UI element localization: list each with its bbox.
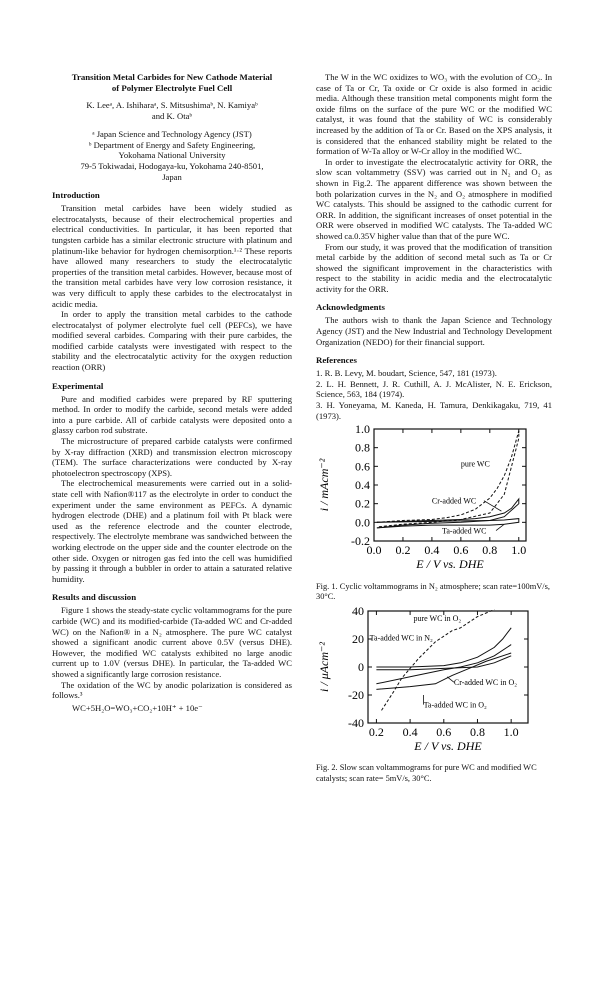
experimental-paragraph-1: Pure and modified carbides were prepared by RF sputtering method. In order to modify the carbide, second metals were added into a pure carbide. All of carbide catalysts were deposited onto a glassy carbon rod substrate. xyxy=(52,393,292,436)
title-line-1: Transition Metal Carbides for New Cathode Material xyxy=(71,72,273,82)
fig1-xtick-label: 0.8 xyxy=(482,543,498,558)
reference-1: 1. R. B. Levy, M. boudart, Science, 547, 181 (1973). xyxy=(316,368,497,379)
fig1-ytick-label: 1.0 xyxy=(355,425,370,437)
discussion-paragraph-3: From our study, it was proved that the modification of transition metal carbide by the addition of second metal such as Ta or Cr showed the significant improvement in the characteristics with respect to the stability in acidic media and the electrocatalytic activity for the ORR. xyxy=(316,241,552,294)
fig1-xtick-label: 0.2 xyxy=(395,543,411,558)
fig1-ytick-label: 0.6 xyxy=(355,459,370,474)
fig1-ytick-label: -0.2 xyxy=(351,534,370,549)
fig1-ytick-label: 0.8 xyxy=(355,440,370,455)
fig2-annotation-1: pure WC in O₂ xyxy=(413,613,462,623)
fig1-xtick-label: 0.0 xyxy=(366,543,382,558)
fig1-ytick-label: 0.2 xyxy=(355,496,370,511)
authors-line-1: K. Leeᵃ, A. Ishiharaᵃ, S. Mitsushimaᵇ, N. Kamiyaᵇ xyxy=(86,100,258,110)
intro-paragraph-1: Transition metal carbides have been widely studied as electrocatalysts, because of their electrochemical properties and electrical conductivities. In particular, it has been reported that tungsten carbide has a similar electronic structure with platinum and platinum-like behavior for hydrogen chemisorption.¹·² These reports have allowed many researchers to study the electrocatalytic properties of the transition metal carbides. However, because most of the transition metal carbides have very low corrosion resistance, it was very difficult to apply these carbides to the electrocatalyst in acidic media. xyxy=(52,203,292,309)
fig2-xtick-label: 1.0 xyxy=(503,724,519,739)
fig1-x-axis-label: E / V vs. DHE xyxy=(416,557,484,572)
fig2-series-5-line xyxy=(376,655,511,669)
affiliation-b-line-1: ᵇ Department of Energy and Safety Engineering, xyxy=(88,139,256,150)
fig2-x-axis-label: E / V vs. DHE xyxy=(414,738,482,753)
fig2-ytick-label: -40 xyxy=(348,715,364,730)
reference-2: 2. L. H. Bennett, J. R. Cuthill, A. J. McAlister, N. E. Erickson, Science, 563, 184 (1974). xyxy=(316,378,552,400)
experimental-heading: Experimental xyxy=(52,380,104,391)
acknowledgments-heading: Acknowledgments xyxy=(316,302,385,313)
fig1-ytick-label: 0.4 xyxy=(355,478,370,493)
fig2-xtick-label: 0.6 xyxy=(436,724,452,739)
discussion-paragraph-1: The W in the WC oxidizes to WO₃ with the evolution of CO₂. In case of Ta or Cr, Ta oxide or Cr oxide is also formed in acidic media. Although these transition metal components might form the oxide films on the surface of the pure WC or the modified WC catalyst, it was found that the stability of WC is considerably increased by the addition of Ta or Cr. Based on the XPS analysis, it is considered that the enhanced stability might be related to the formation of W-Ta alloy or W-Cr alloy in the modified WC. xyxy=(316,72,552,157)
fig2-annotation-4: Ta-added WC in O₂ xyxy=(423,700,487,710)
fig2-series-1-line xyxy=(382,609,495,710)
discussion-paragraph-2: In order to investigate the electrocatalytic activity for ORR, the slow scan voltammetry (SSV) was carried out in N₂ and O₂ as shown in Fig.2. The apparent difference was shown between the both polarization curves in the N₂ and O₂ atmosphere in modified WC catalysts. This should be assigned to the cathodic current for ORR. In addition, the significant increases of onset potential in the ORR were observed in modified WC catalysts. The Ta-added WC showed ca.0.35V higher value than that of the pure WC. xyxy=(316,156,552,241)
fig2-annotation-3: Cr-added WC in O₂ xyxy=(453,677,518,687)
title-line-2: of Polymer Electrolyte Fuel Cell xyxy=(111,83,233,93)
fig2-y-axis-label: i / μAcm⁻² xyxy=(317,641,331,692)
affiliation-b-line-2: Yokohama National University xyxy=(118,150,226,161)
fig2-annotation-2: Ta-added WC in N₂ xyxy=(369,633,433,643)
fig1-xtick-label: 1.0 xyxy=(511,543,527,558)
fig2-ytick-label: 20 xyxy=(352,631,364,646)
intro-heading: Introduction xyxy=(52,190,100,201)
affiliation-b-line-4: Japan xyxy=(162,171,182,182)
intro-paragraph-2: In order to apply the transition metal carbides to the cathode electrocatalyst of polymer electrolyte fuel cell (PEFCs), we have modified several carbides. Comparing with their pure carbides, the modified carbide catalysts were investigated with respect to the stability and the electrocatalytic activity for the oxygen reduction reaction (ORR) xyxy=(52,309,292,373)
fig2-ytick-label: 0 xyxy=(358,659,364,674)
fig1-ytick-label: 0.0 xyxy=(355,515,370,530)
figure-1 xyxy=(316,425,552,602)
experimental-paragraph-3: The electrochemical measurements were carried out in a solid-state cell with Nafion®117 as the electrolyte in order to conduct the experiment under the same environment as PEFCs. A dynamic hydrogen electrode (DHE) and a platinum foil with Pt black were used as the reference electrode and the counter electrode, respectively. The electrolyte membrane was sandwiched between the working electrode on the upper side and the counter electrode on the other side. Oxygen or nitrogen gas fed into the cell was humidified by passing it through a bubbler in order to attain a saturated relative humidity. xyxy=(52,478,292,584)
acknowledgments-paragraph: The authors wish to thank the Japan Science and Technology Agency (JST) and the New Industrial and Technology Development Organization (NEDO) for their financial support. xyxy=(316,315,552,347)
fig2-ytick-label: -20 xyxy=(348,687,364,702)
affiliations xyxy=(52,129,292,182)
fig2-xtick-label: 0.2 xyxy=(368,724,384,739)
experimental-paragraph-2: The microstructure of prepared carbide catalysts were confirmed by X-ray diffraction (XRD) and transmission electron microscopy (TEM). The surface characterizations were conducted by X-ray photoelectron spectroscopy (XPS). xyxy=(52,436,292,478)
figure-1-caption: Fig. 1. Cyclic voltammograms in N₂ atmosphere; scan rate=100mV/s, 30°C. xyxy=(316,581,550,602)
figure-2-caption: Fig. 2. Slow scan voltammograms for pure WC and modified WC catalysts; scan rate= 5mV/s, 30°C. xyxy=(316,763,537,783)
fig2-annotation-3-leader xyxy=(447,676,454,681)
results-heading: Results and discussion xyxy=(52,592,137,603)
fig2-xtick-label: 0.8 xyxy=(469,724,485,739)
figure-1-chart xyxy=(316,425,552,575)
authors-line-2: and K. Otaᵇ xyxy=(151,110,193,121)
results-paragraph-1: Figure 1 shows the steady-state cyclic voltammograms for the pure carbide (WC) and its modified-carbide (Ta-added WC and Cr-added WC) on the Nafion® in a N₂ atmosphere. The pure WC catalyst showed a significant anodic current above 0.5V (versus DHE). However, the modified WC catalysts exhibited no large anodic current up to 1.0V (versus DHE). In particular, the Ta-added WC showed a significantly large corrosion resistance. xyxy=(52,605,292,679)
fig2-xtick-label: 0.4 xyxy=(402,724,418,739)
fig1-xtick-label: 0.4 xyxy=(424,543,440,558)
affiliation-a: ᵃ Japan Science and Technology Agency (JST) xyxy=(92,129,252,140)
fig1-series-1-line xyxy=(377,431,519,527)
fig1-y-axis-label: i / mAcm⁻² xyxy=(317,458,331,512)
figure-2 xyxy=(316,607,552,784)
references-heading: References xyxy=(316,355,357,366)
fig1-annotation-1: pure WC xyxy=(460,459,490,469)
fig1-annotation-3: Ta-added WC xyxy=(442,526,487,536)
paper-title xyxy=(52,72,292,94)
fig1-xtick-label: 0.6 xyxy=(453,543,469,558)
fig1-annotation-3-leader xyxy=(496,524,504,530)
fig1-annotation-2: Cr-added WC xyxy=(431,496,477,506)
authors xyxy=(52,100,292,121)
left-column xyxy=(52,72,292,713)
results-paragraph-2: The oxidation of the WC by anodic polarization is considered as follows.³ xyxy=(52,679,292,701)
reference-3: 3. H. Yoneyama, M. Kaneda, H. Tamura, Denkikagaku, 719, 41 (1973). xyxy=(316,400,552,421)
right-column xyxy=(316,72,552,784)
figure-2-chart xyxy=(316,607,552,757)
equation: WC+5H₂O=WO₃+CO₂+10H⁺ + 10e⁻ xyxy=(72,702,203,713)
fig2-ytick-label: 40 xyxy=(352,606,364,618)
affiliation-b-line-3: 79-5 Tokiwadai, Hodogaya-ku, Yokohama 240-8501, xyxy=(80,160,264,171)
